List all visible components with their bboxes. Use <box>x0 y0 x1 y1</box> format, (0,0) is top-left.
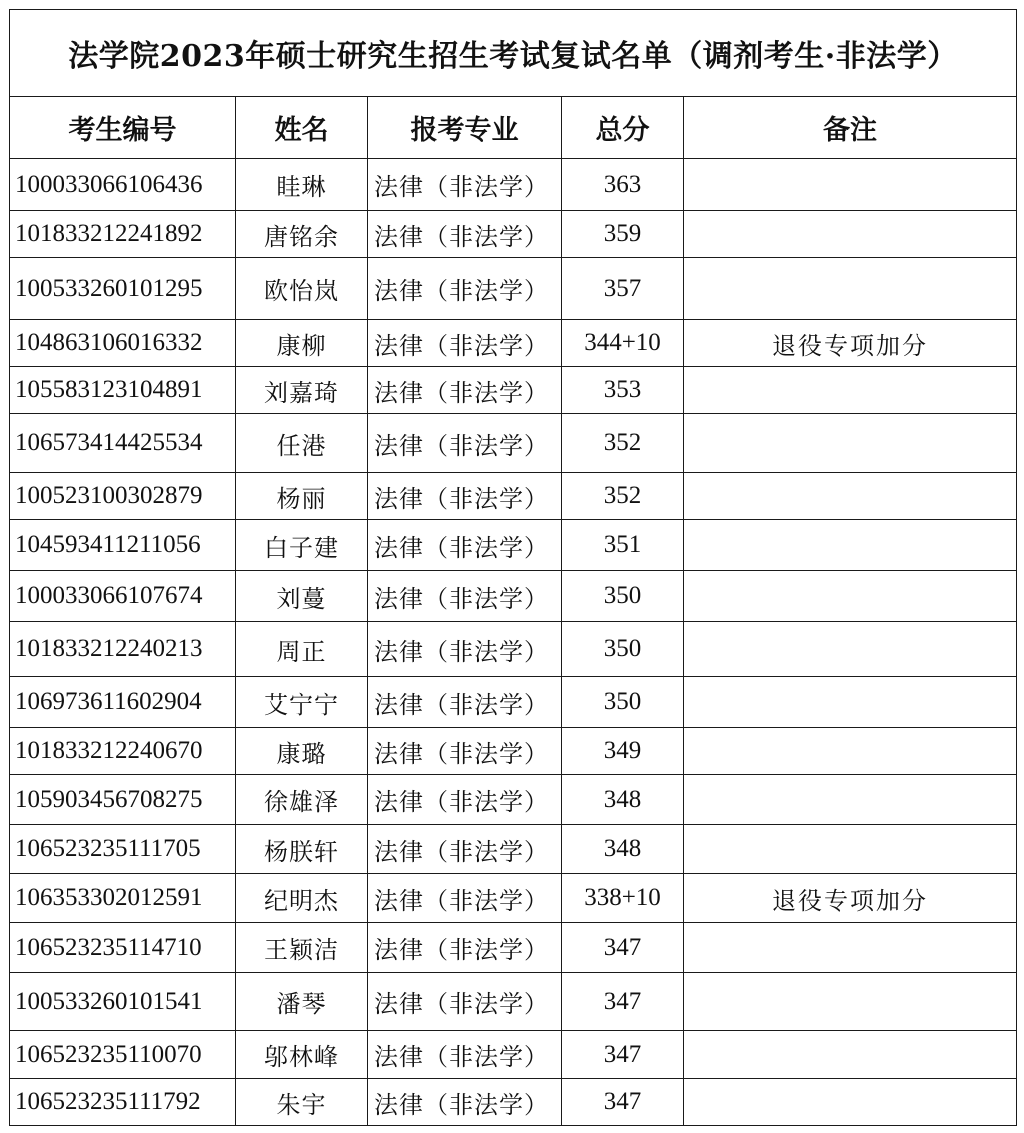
note-cell <box>684 571 1017 622</box>
major-cell: 法律（非法学） <box>368 211 562 258</box>
candidate-id-cell: 101833212240213 <box>10 622 236 677</box>
table-row <box>10 320 1017 367</box>
candidate-id-cell: 101833212240670 <box>10 728 236 775</box>
major-cell: 法律（非法学） <box>368 923 562 973</box>
total-score-cell: 344+10 <box>562 320 684 367</box>
table-row <box>10 520 1017 571</box>
total-score-cell: 347 <box>562 923 684 973</box>
candidate-name-cell: 唐铭余 <box>236 211 368 258</box>
major-cell: 法律（非法学） <box>368 520 562 571</box>
candidate-id-cell: 100523100302879 <box>10 473 236 520</box>
major-cell: 法律（非法学） <box>368 320 562 367</box>
table-row <box>10 258 1017 320</box>
header-name: 姓名 <box>236 97 368 159</box>
total-score-cell: 350 <box>562 677 684 728</box>
candidate-id-cell: 100533260101295 <box>10 258 236 320</box>
major-cell: 法律（非法学） <box>368 677 562 728</box>
table-row <box>10 367 1017 414</box>
note-cell <box>684 211 1017 258</box>
table-row <box>10 728 1017 775</box>
major-cell: 法律（非法学） <box>368 622 562 677</box>
major-cell: 法律（非法学） <box>368 1031 562 1079</box>
total-score-cell: 349 <box>562 728 684 775</box>
candidate-id-cell: 100033066106436 <box>10 159 236 211</box>
candidate-id-cell: 106523235111792 <box>10 1079 236 1126</box>
table-row <box>10 1031 1017 1079</box>
note-cell <box>684 825 1017 874</box>
note-cell <box>684 520 1017 571</box>
major-cell: 法律（非法学） <box>368 973 562 1031</box>
total-score-cell: 352 <box>562 473 684 520</box>
candidate-id-cell: 105583123104891 <box>10 367 236 414</box>
candidate-id-cell: 100033066107674 <box>10 571 236 622</box>
candidate-name-cell: 艾宁宁 <box>236 677 368 728</box>
total-score-cell: 348 <box>562 825 684 874</box>
table-row <box>10 571 1017 622</box>
table-row <box>10 414 1017 473</box>
table-row <box>10 211 1017 258</box>
note-cell: 退役专项加分 <box>684 320 1017 367</box>
note-cell <box>684 677 1017 728</box>
candidate-name-cell: 邬林峰 <box>236 1031 368 1079</box>
total-score-cell: 347 <box>562 1079 684 1126</box>
table-row <box>10 1079 1017 1126</box>
total-score-cell: 338+10 <box>562 874 684 923</box>
note-cell <box>684 258 1017 320</box>
table-body <box>10 159 1017 1126</box>
candidate-id-cell: 106573414425534 <box>10 414 236 473</box>
note-cell <box>684 923 1017 973</box>
total-score-cell: 347 <box>562 973 684 1031</box>
major-cell: 法律（非法学） <box>368 874 562 923</box>
total-score-cell: 363 <box>562 159 684 211</box>
header-major: 报考专业 <box>368 97 562 159</box>
candidate-id-cell: 104863106016332 <box>10 320 236 367</box>
note-cell <box>684 775 1017 825</box>
candidate-name-cell: 徐雄泽 <box>236 775 368 825</box>
candidate-name-cell: 白子建 <box>236 520 368 571</box>
admission-list-table <box>9 9 1017 1126</box>
note-cell <box>684 728 1017 775</box>
table-row <box>10 775 1017 825</box>
header-note: 备注 <box>684 97 1017 159</box>
candidate-id-cell: 100533260101541 <box>10 973 236 1031</box>
candidate-name-cell: 纪明杰 <box>236 874 368 923</box>
candidate-name-cell: 杨丽 <box>236 473 368 520</box>
note-cell <box>684 367 1017 414</box>
candidate-id-cell: 104593411211056 <box>10 520 236 571</box>
candidate-name-cell: 杨朕轩 <box>236 825 368 874</box>
total-score-cell: 350 <box>562 571 684 622</box>
table-row <box>10 159 1017 211</box>
major-cell: 法律（非法学） <box>368 159 562 211</box>
major-cell: 法律（非法学） <box>368 825 562 874</box>
major-cell: 法律（非法学） <box>368 367 562 414</box>
table-row <box>10 473 1017 520</box>
total-score-cell: 348 <box>562 775 684 825</box>
header-score: 总分 <box>562 97 684 159</box>
table-row <box>10 973 1017 1031</box>
candidate-name-cell: 刘嘉琦 <box>236 367 368 414</box>
table-row <box>10 677 1017 728</box>
table-row <box>10 622 1017 677</box>
major-cell: 法律（非法学） <box>368 775 562 825</box>
table-row <box>10 923 1017 973</box>
major-cell: 法律（非法学） <box>368 571 562 622</box>
note-cell <box>684 473 1017 520</box>
candidate-name-cell: 周正 <box>236 622 368 677</box>
note-cell <box>684 414 1017 473</box>
note-cell <box>684 973 1017 1031</box>
note-cell: 退役专项加分 <box>684 874 1017 923</box>
note-cell <box>684 159 1017 211</box>
table-row <box>10 825 1017 874</box>
candidate-name-cell: 朱宇 <box>236 1079 368 1126</box>
major-cell: 法律（非法学） <box>368 1079 562 1126</box>
candidate-id-cell: 106523235111705 <box>10 825 236 874</box>
candidate-name-cell: 王颖洁 <box>236 923 368 973</box>
note-cell <box>684 1079 1017 1126</box>
candidate-id-cell: 106353302012591 <box>10 874 236 923</box>
total-score-cell: 357 <box>562 258 684 320</box>
total-score-cell: 352 <box>562 414 684 473</box>
note-cell <box>684 1031 1017 1079</box>
candidate-id-cell: 105903456708275 <box>10 775 236 825</box>
candidate-id-cell: 101833212241892 <box>10 211 236 258</box>
total-score-cell: 359 <box>562 211 684 258</box>
candidate-name-cell: 眭琳 <box>236 159 368 211</box>
candidate-name-cell: 潘琴 <box>236 973 368 1031</box>
candidate-id-cell: 106523235110070 <box>10 1031 236 1079</box>
table-row <box>10 874 1017 923</box>
major-cell: 法律（非法学） <box>368 258 562 320</box>
candidate-name-cell: 欧怡岚 <box>236 258 368 320</box>
candidate-name-cell: 康柳 <box>236 320 368 367</box>
note-cell <box>684 622 1017 677</box>
total-score-cell: 347 <box>562 1031 684 1079</box>
total-score-cell: 350 <box>562 622 684 677</box>
total-score-cell: 353 <box>562 367 684 414</box>
candidate-id-cell: 106523235114710 <box>10 923 236 973</box>
major-cell: 法律（非法学） <box>368 473 562 520</box>
header-row <box>10 97 1017 159</box>
candidate-id-cell: 106973611602904 <box>10 677 236 728</box>
candidate-name-cell: 康璐 <box>236 728 368 775</box>
total-score-cell: 351 <box>562 520 684 571</box>
major-cell: 法律（非法学） <box>368 414 562 473</box>
document-title: 法学院2023年硕士研究生招生考试复试名单（调剂考生·非法学） <box>10 10 1017 97</box>
header-id: 考生编号 <box>10 97 236 159</box>
candidate-name-cell: 刘蔓 <box>236 571 368 622</box>
major-cell: 法律（非法学） <box>368 728 562 775</box>
candidate-name-cell: 任港 <box>236 414 368 473</box>
